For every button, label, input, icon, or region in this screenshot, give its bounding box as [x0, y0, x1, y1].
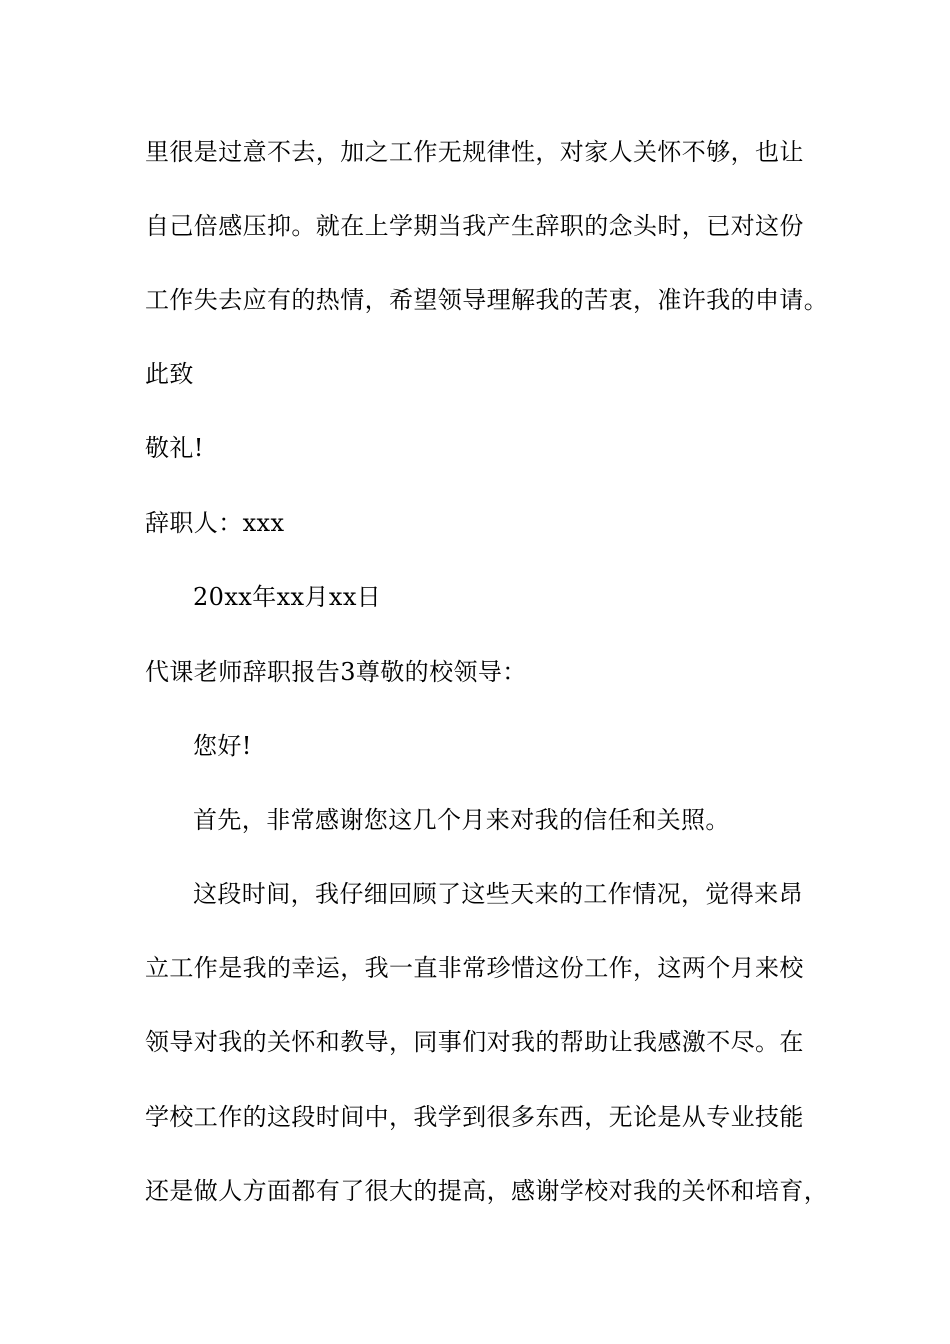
paragraph-line: 立工作是我的幸运，我一直非常珍惜这份工作，这两个月来校 [145, 954, 804, 982]
paragraph-line: 学校工作的这段时间中，我学到很多东西，无论是从专业技能 [145, 1103, 804, 1131]
paragraph-line: 首先，非常感谢您这几个月来对我的信任和关照。 [193, 806, 730, 834]
paragraph-line: 工作失去应有的热情，希望领导理解我的苦衷，准许我的申请。 [145, 286, 829, 314]
paragraph-line: 里很是过意不去，加之工作无规律性，对家人关怀不够，也让 [145, 138, 804, 166]
paragraph-line: 这段时间，我仔细回顾了这些天来的工作情况，觉得来昂 [193, 880, 803, 908]
salutation-line: 敬礼! [145, 434, 204, 462]
date-line: 20xx年xx月xx日 [193, 583, 382, 611]
signature-line: 辞职人：xxx [145, 509, 285, 537]
section-heading: 代课老师辞职报告3尊敬的校领导： [145, 658, 527, 686]
closing-line: 此致 [145, 360, 194, 388]
paragraph-line: 还是做人方面都有了很大的提高，感谢学校对我的关怀和培育， [145, 1177, 829, 1205]
paragraph-line: 自己倍感压抑。就在上学期当我产生辞职的念头时，已对这份 [145, 212, 804, 240]
paragraph-line: 领导对我的关怀和教导，同事们对我的帮助让我感激不尽。在 [145, 1028, 804, 1056]
greeting-line: 您好! [193, 732, 252, 760]
